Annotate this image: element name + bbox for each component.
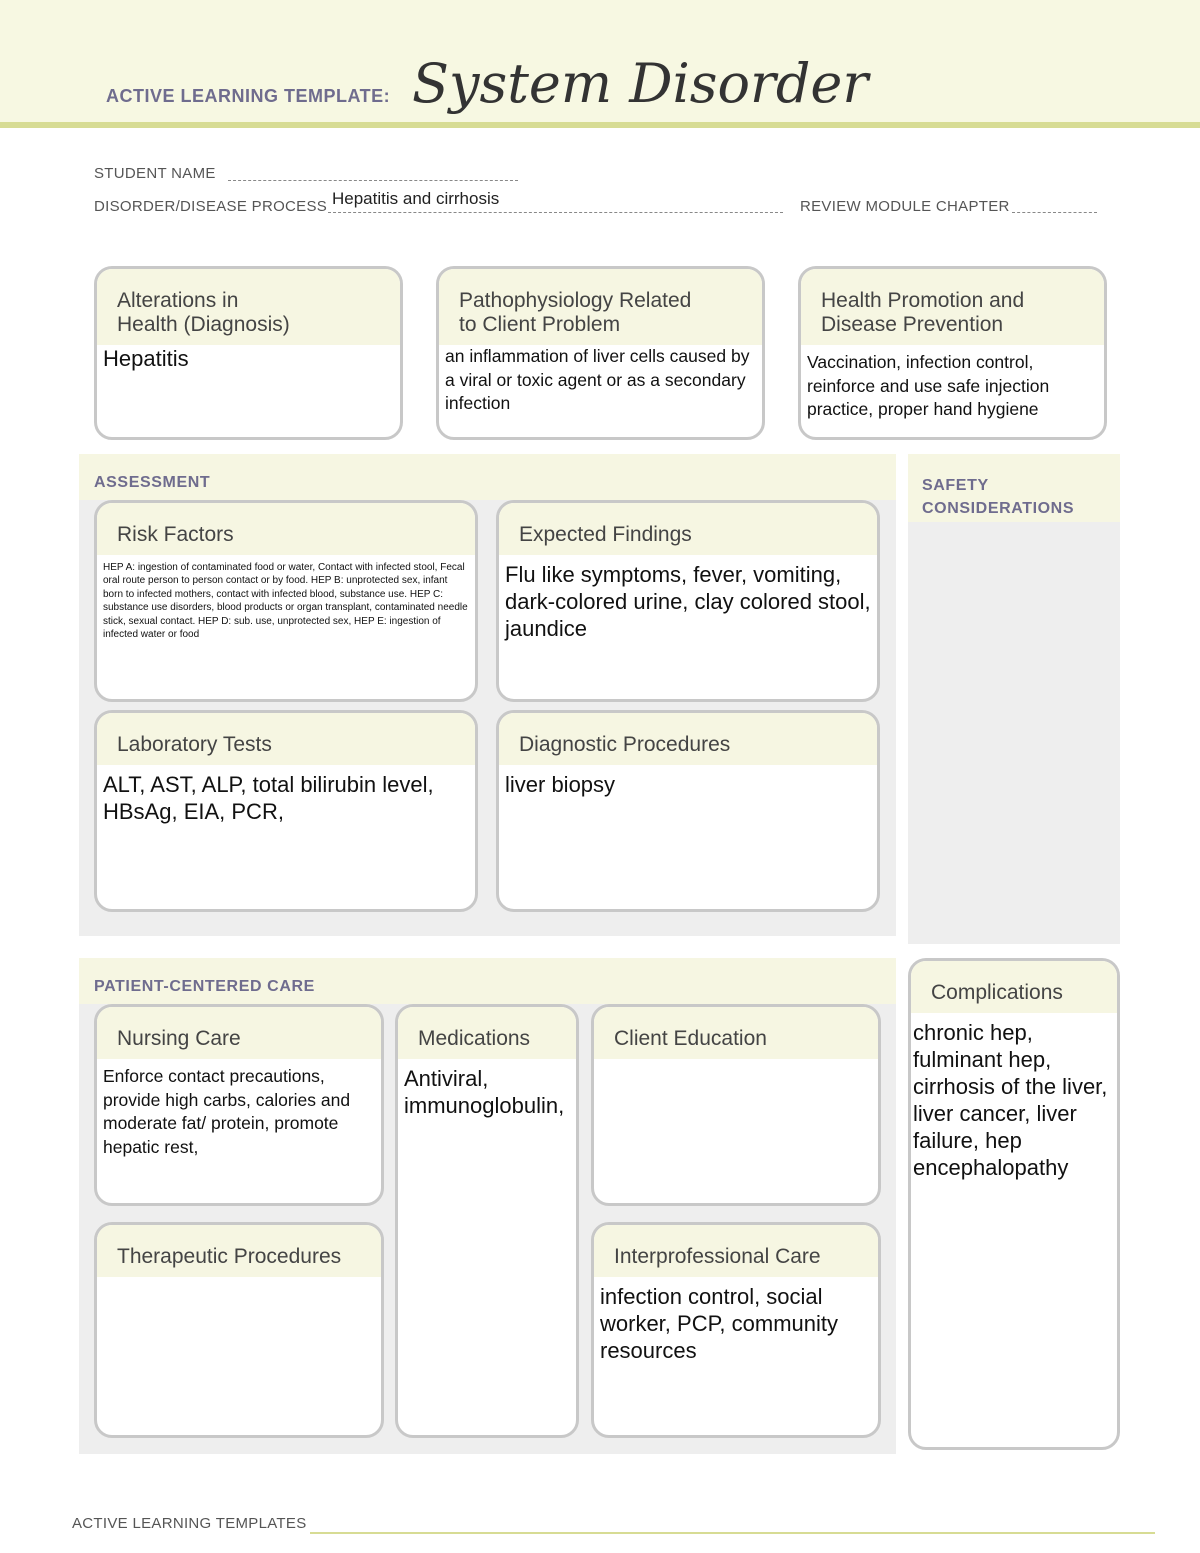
therapeutic-procedures-box bbox=[94, 1222, 384, 1438]
complications-heading: Complications bbox=[911, 961, 1117, 1013]
risk-factors-content[interactable]: HEP A: ingestion of contaminated food or water, Contact with infected stool, Fecal oral route person to person contact or by food. HEP B: unprotected sex, infant born to infected mothers, contact with infected blood, substance use. HEP C: substance use disorders, blood products or organ transplant, contaminated needle stick, sexual contact. HEP D: sub. use, unprotected sex, HEP E: ingestion of infected water or food bbox=[103, 562, 468, 641]
student-name-field[interactable] bbox=[228, 180, 518, 181]
medications-box bbox=[395, 1004, 579, 1438]
risk-factors-box bbox=[94, 500, 478, 702]
safety-panel bbox=[908, 454, 1120, 944]
complications-content[interactable]: chronic hep, fulminant hep, cirrhosis of the liver, liver cancer, liver failure, hep encephalopathy bbox=[913, 1020, 1108, 1180]
assessment-title: ASSESSMENT bbox=[94, 474, 211, 491]
nursing-care-heading: Nursing Care bbox=[97, 1007, 381, 1059]
diagnostic-procedures-content[interactable]: liver biopsy bbox=[505, 772, 616, 797]
laboratory-tests-content[interactable]: ALT, AST, ALP, total bilirubin level, HBsAg, EIA, PCR, bbox=[103, 772, 434, 824]
student-name-label: STUDENT NAME bbox=[94, 165, 216, 182]
laboratory-tests-heading: Laboratory Tests bbox=[97, 713, 475, 765]
disorder-value: Hepatitis and cirrhosis bbox=[332, 189, 500, 208]
therapeutic-procedures-heading: Therapeutic Procedures bbox=[97, 1225, 381, 1277]
risk-factors-heading: Risk Factors bbox=[97, 503, 475, 555]
interprofessional-care-content[interactable]: infection control, social worker, PCP, community resources bbox=[600, 1284, 839, 1363]
client-education-box bbox=[591, 1004, 881, 1206]
therapeutic-procedures-content[interactable] bbox=[97, 1277, 381, 1289]
expected-findings-heading: Expected Findings bbox=[499, 503, 877, 555]
interprofessional-care-box bbox=[591, 1222, 881, 1438]
client-education-content[interactable] bbox=[594, 1059, 878, 1071]
review-module-label: REVIEW MODULE CHAPTER bbox=[800, 198, 1010, 215]
alterations-heading: Alterations in Health (Diagnosis) bbox=[97, 269, 400, 345]
complications-box bbox=[908, 958, 1120, 1450]
disorder-label: DISORDER/DISEASE PROCESS bbox=[94, 198, 328, 215]
medications-heading: Medications bbox=[398, 1007, 576, 1059]
disorder-field[interactable] bbox=[328, 212, 783, 213]
footer-rule bbox=[310, 1532, 1155, 1534]
health-promotion-content[interactable]: Vaccination, infection control, reinforce and use safe injection practice, proper hand hygiene bbox=[807, 352, 1050, 419]
health-promotion-box bbox=[798, 266, 1107, 440]
client-education-heading: Client Education bbox=[594, 1007, 878, 1059]
template-label: ACTIVE LEARNING TEMPLATE: bbox=[106, 86, 391, 106]
safety-title: SAFETY CONSIDERATIONS bbox=[922, 477, 1075, 517]
pathophysiology-box bbox=[436, 266, 765, 440]
alterations-box bbox=[94, 266, 403, 440]
health-promotion-heading: Health Promotion and Disease Prevention bbox=[801, 269, 1104, 345]
nursing-care-content[interactable]: Enforce contact precautions, provide high carbs, calories and moderate fat/ protein, promote hepatic rest, bbox=[103, 1066, 351, 1157]
alterations-content[interactable]: Hepatitis bbox=[103, 346, 189, 371]
header-rule bbox=[0, 122, 1200, 128]
expected-findings-content[interactable]: Flu like symptoms, fever, vomiting, dark-colored urine, clay colored stool, jaundice bbox=[505, 562, 871, 641]
nursing-care-box bbox=[94, 1004, 384, 1206]
diagnostic-procedures-box bbox=[496, 710, 880, 912]
review-module-field[interactable] bbox=[1012, 212, 1097, 213]
footer-text: ACTIVE LEARNING TEMPLATES bbox=[72, 1515, 307, 1532]
interprofessional-care-heading: Interprofessional Care bbox=[594, 1225, 878, 1277]
expected-findings-box bbox=[496, 500, 880, 702]
pathophysiology-heading: Pathophysiology Related to Client Problem bbox=[439, 269, 762, 345]
diagnostic-procedures-heading: Diagnostic Procedures bbox=[499, 713, 877, 765]
patient-care-title: PATIENT-CENTERED CARE bbox=[94, 978, 315, 995]
template-title: System Disorder bbox=[412, 52, 869, 115]
laboratory-tests-box bbox=[94, 710, 478, 912]
medications-content[interactable]: Antiviral, immunoglobulin, bbox=[404, 1066, 565, 1118]
pathophysiology-content[interactable]: an inflammation of liver cells caused by a viral or toxic agent or as a secondary infection bbox=[445, 346, 750, 413]
